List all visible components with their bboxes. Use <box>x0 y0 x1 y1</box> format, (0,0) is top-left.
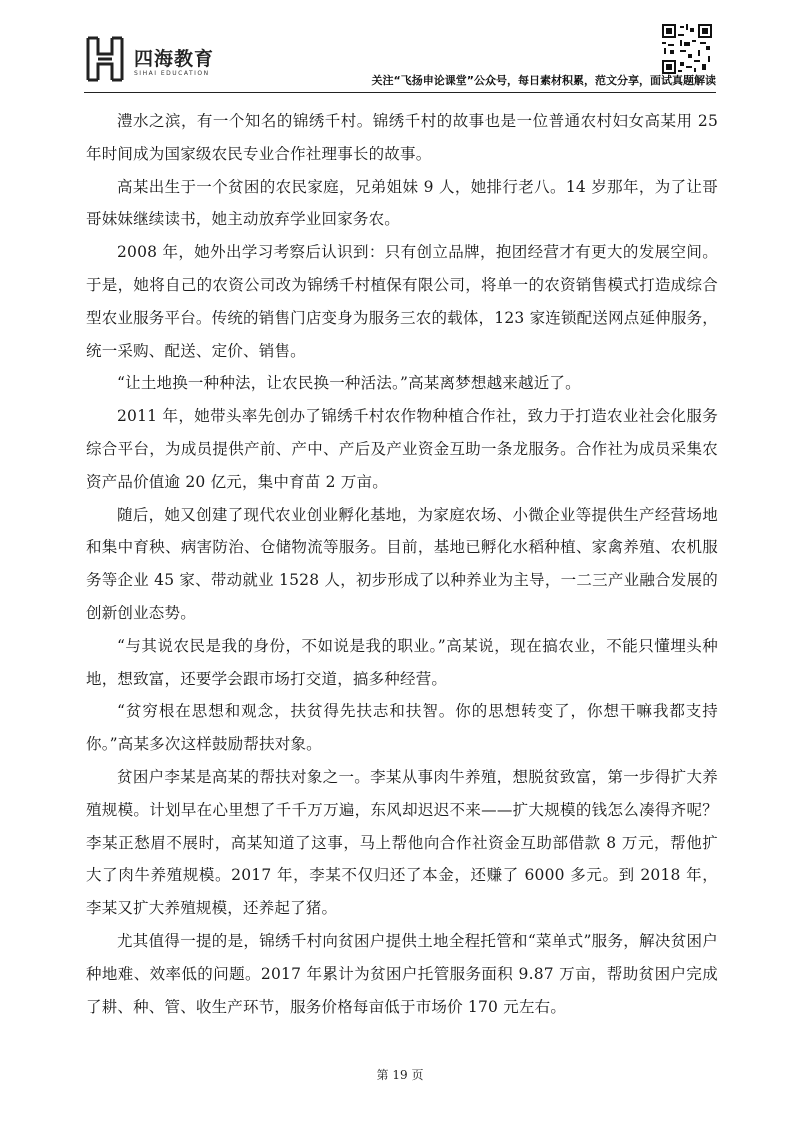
paragraph: “让土地换一种种法，让农民换一种活法。”高某离梦想越来越近了。 <box>117 374 581 393</box>
paragraph: “与其说农民是我的身份，不如说是我的职业。”高某说，现在搞农业，不能只懂埋头种地，想致富，还要学会跟市场打交道，搞多种经营。 <box>86 636 718 688</box>
article-body <box>86 105 718 1023</box>
qr-code-icon <box>662 24 712 74</box>
paragraph: 高某出生于一个贫困的农民家庭，兄弟姐妹 9 人，她排行老八。14 岁那年，为了让哥哥妹妹继续读书，她主动放弃学业回家务农。 <box>86 177 718 229</box>
paragraph: 2011 年，她带头率先创办了锦绣千村农作物种植合作社，致力于打造农业社会化服务综合平台，为成员提供产前、产中、产后及产业资金互助一条龙服务。合作社为成员采集农资产品价值逾 20 亿元，集中育苗 2 万亩。 <box>86 407 718 491</box>
page-header <box>0 0 800 100</box>
paragraph: 2008 年，她外出学习考察后认识到：只有创立品牌，抱团经营才有更大的发展空间。于是，她将自己的农资公司改为锦绣千村植保有限公司，将单一的农资销售模式打造成综合型农业服务平台。传统的销售门店变身为服务三农的载体，123 家连锁配送网点延伸服务，统一采购、配送、定价、销售。 <box>86 243 718 360</box>
paragraph: 尤其值得一提的是，锦绣千村向贫困户提供土地全程托管和“菜单式”服务，解决贫困户种地难、效率低的问题。2017 年累计为贫困户托管服务面积 9.87 万亩，帮助贫困户完成了耕、种、管、收生产环节，服务价格每亩低于市场价 170 元左右。 <box>86 931 718 1016</box>
logo-mark-icon <box>84 34 126 84</box>
paragraph: “贫穷根在思想和观念，扶贫得先扶志和扶智。你的思想转变了，你想干嘛我都支持你。”高某多次这样鼓励帮扶对象。 <box>86 702 718 754</box>
paragraph: 澧水之滨，有一个知名的锦绣千村。锦绣千村的故事也是一位普通农村妇女高某用 25 年时间成为国家级农民专业合作社理事长的故事。 <box>86 112 718 163</box>
header-divider <box>84 92 716 93</box>
logo-text: 四海教育 <box>134 48 215 70</box>
paragraph: 随后，她又创建了现代农业创业孵化基地，为家庭农场、小微企业等提供生产经营场地和集中育秧、病害防治、仓储物流等服务。目前，基地已孵化水稻种植、家禽养殖、农机服务等企业 45 家、带动就业 1528 人，初步形成了以种养业为主导，一二三产业融合发展的创新创业态势。 <box>86 505 718 622</box>
page-number: 第 19 页 <box>376 1068 424 1082</box>
logo-subtitle: SIHAI EDUCATION <box>134 70 210 77</box>
logo <box>84 34 214 84</box>
paragraph: 贫困户李某是高某的帮扶对象之一。李某从事肉牛养殖，想脱贫致富，第一步得扩大养殖规模。计划早在心里想了千千万万遍，东风却迟迟不来——扩大规模的钱怎么凑得齐呢？李某正愁眉不展时，高某知道了这事，马上帮他向合作社资金互助部借款 8 万元，帮他扩大了肉牛养殖规模。2017 年，李某不仅归还了本金，还赚了 6000 多元。到 2018 年，李某又扩大养殖规模，还养起了猪。 <box>86 767 718 918</box>
header-slogan: 关注“飞扬申论课堂”公众号，每日素材积累，范文分享，面试真题解读 <box>371 74 716 87</box>
